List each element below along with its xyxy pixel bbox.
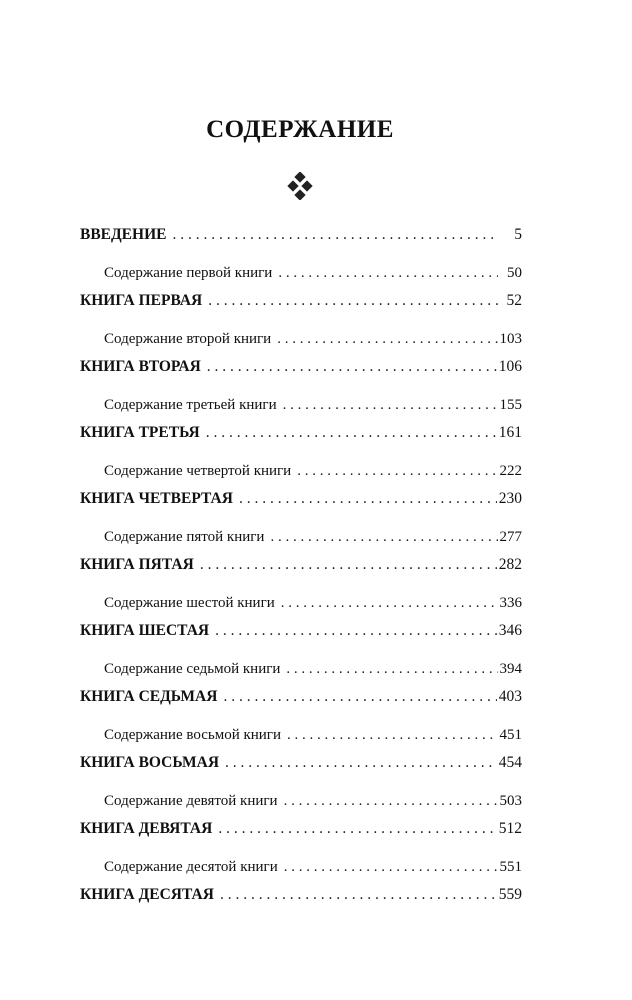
toc-entry-label: Содержание восьмой книги <box>104 727 281 743</box>
toc-entry-page-number: 5 <box>514 226 522 243</box>
dot-leader <box>281 592 498 614</box>
toc-entry-contents[interactable] <box>104 460 522 482</box>
toc-entry-contents[interactable] <box>104 856 522 878</box>
toc-entry-page-number: 222 <box>499 463 522 479</box>
dot-leader <box>208 290 498 312</box>
toc-entry-label: КНИГА ЧЕТВЕРТАЯ <box>80 490 233 507</box>
dot-leader <box>286 658 497 680</box>
dot-leader <box>220 884 497 906</box>
toc-entry-page-number: 346 <box>498 622 522 639</box>
toc-entry-book[interactable] <box>80 224 522 246</box>
dot-leader <box>284 790 498 812</box>
dot-leader <box>278 262 498 284</box>
toc-entry-page-number: 282 <box>498 556 522 573</box>
toc-entry-book[interactable] <box>80 356 522 378</box>
dot-leader <box>277 328 497 350</box>
dot-leader <box>172 224 498 246</box>
toc-entry-book[interactable] <box>80 884 522 906</box>
dot-leader <box>207 356 497 378</box>
toc-entry-label: КНИГА ДЕВЯТАЯ <box>80 820 213 837</box>
toc-entry-book[interactable] <box>80 554 522 576</box>
dot-leader <box>225 752 497 774</box>
dot-leader <box>297 460 497 482</box>
toc-entry-contents[interactable] <box>104 394 522 416</box>
toc-entry-page-number: 336 <box>499 595 522 611</box>
toc-entry-page-number: 155 <box>499 397 522 413</box>
toc-entry-contents[interactable] <box>104 526 522 548</box>
toc-entry-label: КНИГА ТРЕТЬЯ <box>80 424 200 441</box>
dot-leader <box>215 620 497 642</box>
dot-leader <box>283 394 498 416</box>
toc-entry-label: КНИГА ДЕСЯТАЯ <box>80 886 214 903</box>
toc-entry-label: КНИГА ПЕРВАЯ <box>80 292 203 309</box>
toc-entry-page-number: 52 <box>506 292 522 309</box>
toc-entry-label: Содержание пятой книги <box>104 529 265 545</box>
toc-entry-page-number: 403 <box>498 688 522 705</box>
toc-entry-page-number: 277 <box>499 529 522 545</box>
toc-entry-label: Содержание четвертой книги <box>104 463 292 479</box>
dot-leader <box>223 686 496 708</box>
toc-entry-label: КНИГА ПЯТАЯ <box>80 556 194 573</box>
toc-entry-book[interactable] <box>80 290 522 312</box>
toc-entry-page-number: 50 <box>507 265 522 281</box>
toc-entry-label: Содержание шестой книги <box>104 595 275 611</box>
toc-entry-contents[interactable] <box>104 658 522 680</box>
toc-entry-book[interactable] <box>80 686 522 708</box>
toc-entry-label: Содержание второй книги <box>104 331 272 347</box>
toc-entry-page-number: 103 <box>499 331 522 347</box>
toc-entry-page-number: 106 <box>498 358 522 375</box>
toc-entry-book[interactable] <box>80 818 522 840</box>
toc-entry-label: Содержание седьмой книги <box>104 661 281 677</box>
dot-leader <box>287 724 498 746</box>
page-title: СОДЕРЖАНИЕ <box>206 116 394 143</box>
toc-entry-page-number: 512 <box>498 820 522 837</box>
toc-entry-book[interactable] <box>80 488 522 510</box>
dot-leader <box>218 818 496 840</box>
toc-entry-book[interactable] <box>80 620 522 642</box>
toc-entry-label: ВВЕДЕНИЕ <box>80 226 167 243</box>
toc-entry-page-number: 503 <box>499 793 522 809</box>
dot-leader <box>239 488 497 510</box>
toc-entry-label: Содержание девятой книги <box>104 793 278 809</box>
toc-entry-label: КНИГА ШЕСТАЯ <box>80 622 210 639</box>
toc-entry-page-number: 559 <box>498 886 522 903</box>
toc-entry-label: КНИГА ВТОРАЯ <box>80 358 201 375</box>
dot-leader <box>270 526 497 548</box>
toc-entry-contents[interactable] <box>104 592 522 614</box>
toc-entry-contents[interactable] <box>104 724 522 746</box>
dot-leader <box>206 422 497 444</box>
toc-entry-contents[interactable] <box>104 790 522 812</box>
dot-leader <box>200 554 497 576</box>
toc-entry-page-number: 230 <box>498 490 522 507</box>
toc-entry-label: КНИГА СЕДЬМАЯ <box>80 688 218 705</box>
toc-entry-contents[interactable] <box>104 328 522 350</box>
diamond-cluster-icon <box>286 172 314 200</box>
toc-entry-page-number: 161 <box>498 424 522 441</box>
dot-leader <box>284 856 498 878</box>
toc-entry-label: КНИГА ВОСЬМАЯ <box>80 754 220 771</box>
toc-entry-label: Содержание десятой книги <box>104 859 278 875</box>
toc-entry-page-number: 451 <box>499 727 522 743</box>
toc-entry-page-number: 454 <box>498 754 522 771</box>
toc-entry-label: Содержание третьей книги <box>104 397 277 413</box>
toc-entry-page-number: 394 <box>499 661 522 677</box>
toc-entry-contents[interactable] <box>104 262 522 284</box>
toc-entry-label: Содержание первой книги <box>104 265 273 281</box>
toc-entry-page-number: 551 <box>499 859 522 875</box>
toc-entry-book[interactable] <box>80 422 522 444</box>
toc-entry-book[interactable] <box>80 752 522 774</box>
